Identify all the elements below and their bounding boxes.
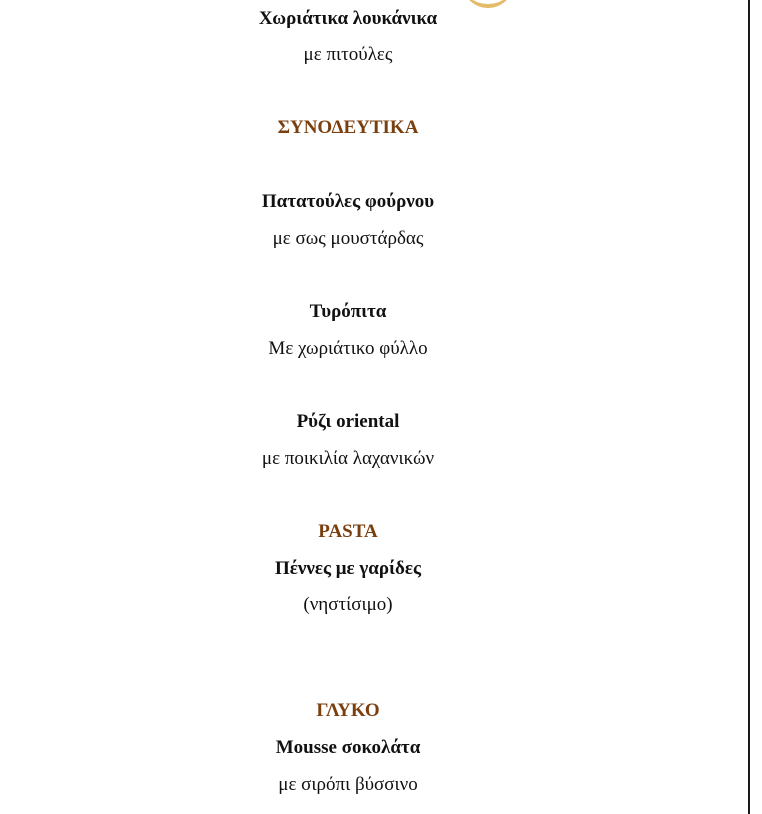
item-name-penne: Πέννες με γαρίδες: [275, 558, 421, 579]
item-desc-rice: με ποικιλία λαχανικών: [261, 448, 435, 469]
item-name-mousse: Mousse σοκολάτα: [275, 737, 421, 758]
section-title-dessert: ΓΛΥΚΟ: [316, 700, 380, 721]
item-name-sausages: Χωριάτικα λουκάνικα: [258, 8, 438, 29]
item-desc-sausages: με πιτούλες: [303, 44, 393, 65]
section-title-sides: ΣΥΝΟΔΕΥΤΙΚΑ: [277, 117, 419, 138]
item-name-cheese-pie: Τυρόπιτα: [309, 301, 387, 322]
item-desc-potatoes: με σως μουστάρδας: [272, 228, 424, 249]
item-desc-mousse: με σιρόπι βύσσινο: [278, 774, 418, 795]
item-name-rice: Ρύζι oriental: [296, 411, 400, 432]
item-desc-cheese-pie: Με χωριάτικο φύλλο: [268, 338, 428, 359]
page-edge-divider: [748, 0, 750, 814]
item-desc-penne: (νηστίσιμο): [303, 594, 393, 615]
item-name-potatoes: Πατατούλες φούρνου: [261, 191, 435, 212]
section-title-pasta: PASTA: [318, 521, 378, 542]
